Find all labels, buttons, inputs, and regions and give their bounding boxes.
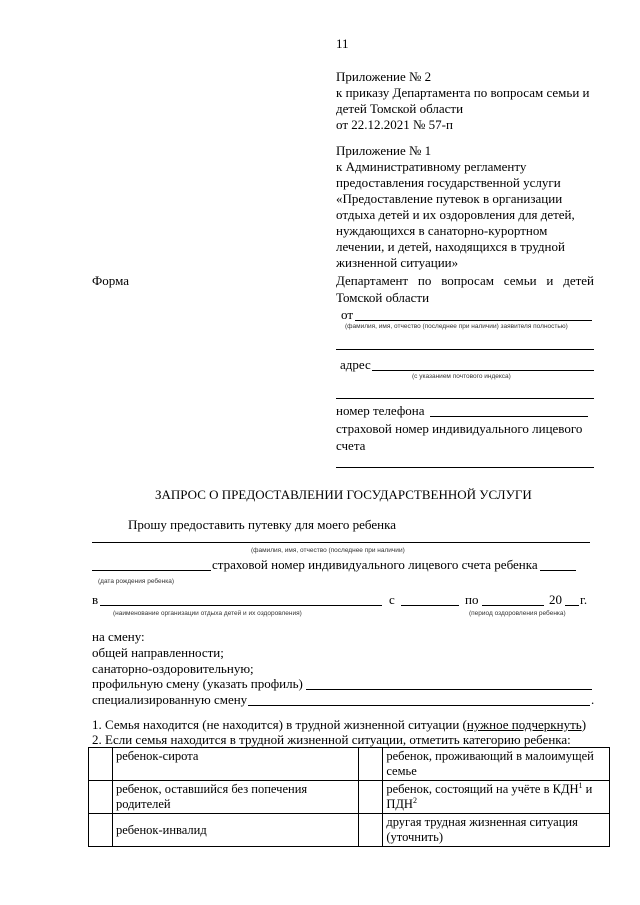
snils-label-2: счета	[336, 438, 366, 453]
appendix-1-line: нуждающихся в санаторно-курортном	[336, 223, 548, 238]
appendix-2-line: детей Томской области	[336, 101, 464, 116]
checkbox-cell[interactable]	[89, 748, 113, 781]
org-hint: (наименование организации отдыха детей и их оздоровления)	[113, 610, 302, 617]
table-row	[89, 814, 610, 847]
year-suffix: г.	[580, 592, 588, 607]
checkbox-cell[interactable]	[89, 814, 113, 847]
addressee-line-1: Департамент по вопросам семьи и детей	[336, 273, 594, 288]
snils-label-1: страховой номер индивидуального лицевого	[336, 421, 583, 436]
address-label: адрес	[340, 357, 371, 372]
year-line[interactable]	[565, 605, 579, 606]
table-row	[89, 748, 610, 781]
category-low-income: ребенок, проживающий в малоимущей семье	[383, 748, 610, 781]
page-number: 11	[336, 36, 349, 51]
category-pdn-text: и ПДН	[386, 782, 593, 811]
appendix-1-line: Приложение № 1	[336, 143, 432, 158]
appendix-2-line: от 22.12.2021 № 57-п	[336, 117, 453, 132]
category-disabled: ребенок-инвалид	[112, 814, 358, 847]
specialized-end-dot: .	[591, 692, 595, 707]
category-orphan: ребенок-сирота	[112, 748, 358, 781]
from-label: от	[341, 307, 354, 322]
appendix-1-line: жизненной ситуации»	[336, 255, 459, 270]
table-row	[89, 781, 610, 814]
address-field-line[interactable]	[372, 370, 594, 371]
from-date-line[interactable]	[401, 605, 459, 606]
profile-field-line[interactable]	[306, 689, 592, 690]
shift-option-profile: профильную смену (указать профиль)	[92, 676, 303, 691]
footnote-2-mark: 2	[412, 795, 417, 805]
to-date-label: по	[465, 592, 479, 607]
page-title: ЗАПРОС О ПРЕДОСТАВЛЕНИИ ГОСУДАРСТВЕННОЙ УСЛУГИ	[155, 487, 532, 502]
checkbox-cell[interactable]	[359, 781, 383, 814]
child-category-table	[88, 747, 610, 847]
from-hint: (фамилия, имя, отчество (последнее при наличии) заявителя полностью)	[345, 323, 568, 330]
appendix-2-line: Приложение № 2	[336, 69, 432, 84]
checkbox-cell[interactable]	[359, 814, 383, 847]
shift-option-sanatorium: санаторно-оздоровительную;	[92, 661, 254, 676]
child-name-hint: (фамилия, имя, отчество (последнее при наличии)	[251, 547, 405, 554]
shift-option-specialized: специализированную смену	[92, 692, 248, 707]
address-field-line-2[interactable]	[336, 398, 594, 399]
org-name-line[interactable]	[100, 605, 382, 606]
appendix-1-line: отдыха детей и их оздоровления для детей,	[336, 207, 575, 222]
from-field-line-2[interactable]	[336, 349, 594, 350]
snils-field-line[interactable]	[336, 467, 594, 468]
request-intro: Прошу предоставить путевку для моего ребенка	[128, 517, 396, 532]
child-name-line[interactable]	[92, 542, 590, 543]
period-hint: (период оздоровления ребенка)	[469, 610, 566, 617]
child-snils-line[interactable]	[540, 570, 576, 571]
appendix-1-line: «Предоставление путевок в организации	[336, 191, 563, 206]
form-label: Форма	[92, 273, 129, 288]
specialized-field-line[interactable]	[248, 705, 590, 706]
birth-date-line[interactable]	[92, 570, 211, 571]
footnote-1-mark: 1	[578, 780, 583, 790]
birth-date-hint: (дата рождения ребенка)	[98, 578, 174, 585]
appendix-2-block	[336, 69, 590, 133]
from-date-label: с	[389, 592, 395, 607]
address-hint: (с указанием почтового индекса)	[412, 373, 511, 380]
phone-field-line[interactable]	[430, 416, 588, 417]
item-1-text: 1. Семья находится (не находится) в трудной жизненной ситуации (	[92, 717, 467, 732]
category-kdn-text: ребенок, состоящий на учёте в КДН	[386, 782, 579, 796]
category-other: другая трудная жизненная ситуация (уточнить)	[383, 814, 610, 847]
category-no-parental-care: ребенок, оставшийся без попечения родителей	[112, 781, 358, 814]
year-prefix: 20	[549, 592, 562, 607]
shift-label: на смену:	[92, 629, 145, 644]
to-date-line[interactable]	[482, 605, 544, 606]
addressee-line-2: Томской области	[336, 290, 430, 305]
item-1-underlined: нужное подчеркнуть	[466, 717, 582, 732]
checkbox-cell[interactable]	[89, 781, 113, 814]
appendix-1-block	[336, 143, 575, 271]
appendix-2-line: к приказу Департамента по вопросам семьи и	[336, 85, 590, 100]
item-1-close: )	[581, 717, 587, 732]
appendix-1-line: к Административному регламенту	[336, 159, 527, 174]
appendix-1-line: лечении, и детей, находящихся в трудной	[336, 239, 565, 254]
item-1	[92, 717, 586, 733]
from-field-line[interactable]	[355, 320, 592, 321]
item-2: 2. Если семья находится в трудной жизненной ситуации, отметить категорию ребенка:	[92, 732, 571, 747]
checkbox-cell[interactable]	[359, 748, 383, 781]
category-kdn-pdn	[383, 781, 610, 814]
phone-label: номер телефона	[336, 403, 425, 418]
appendix-1-line: предоставления государственной услуги	[336, 175, 561, 190]
shift-option-general: общей направленности;	[92, 645, 224, 660]
child-snils-text: страховой номер индивидуального лицевого счета ребенка	[212, 557, 538, 572]
in-label: в	[92, 592, 99, 607]
